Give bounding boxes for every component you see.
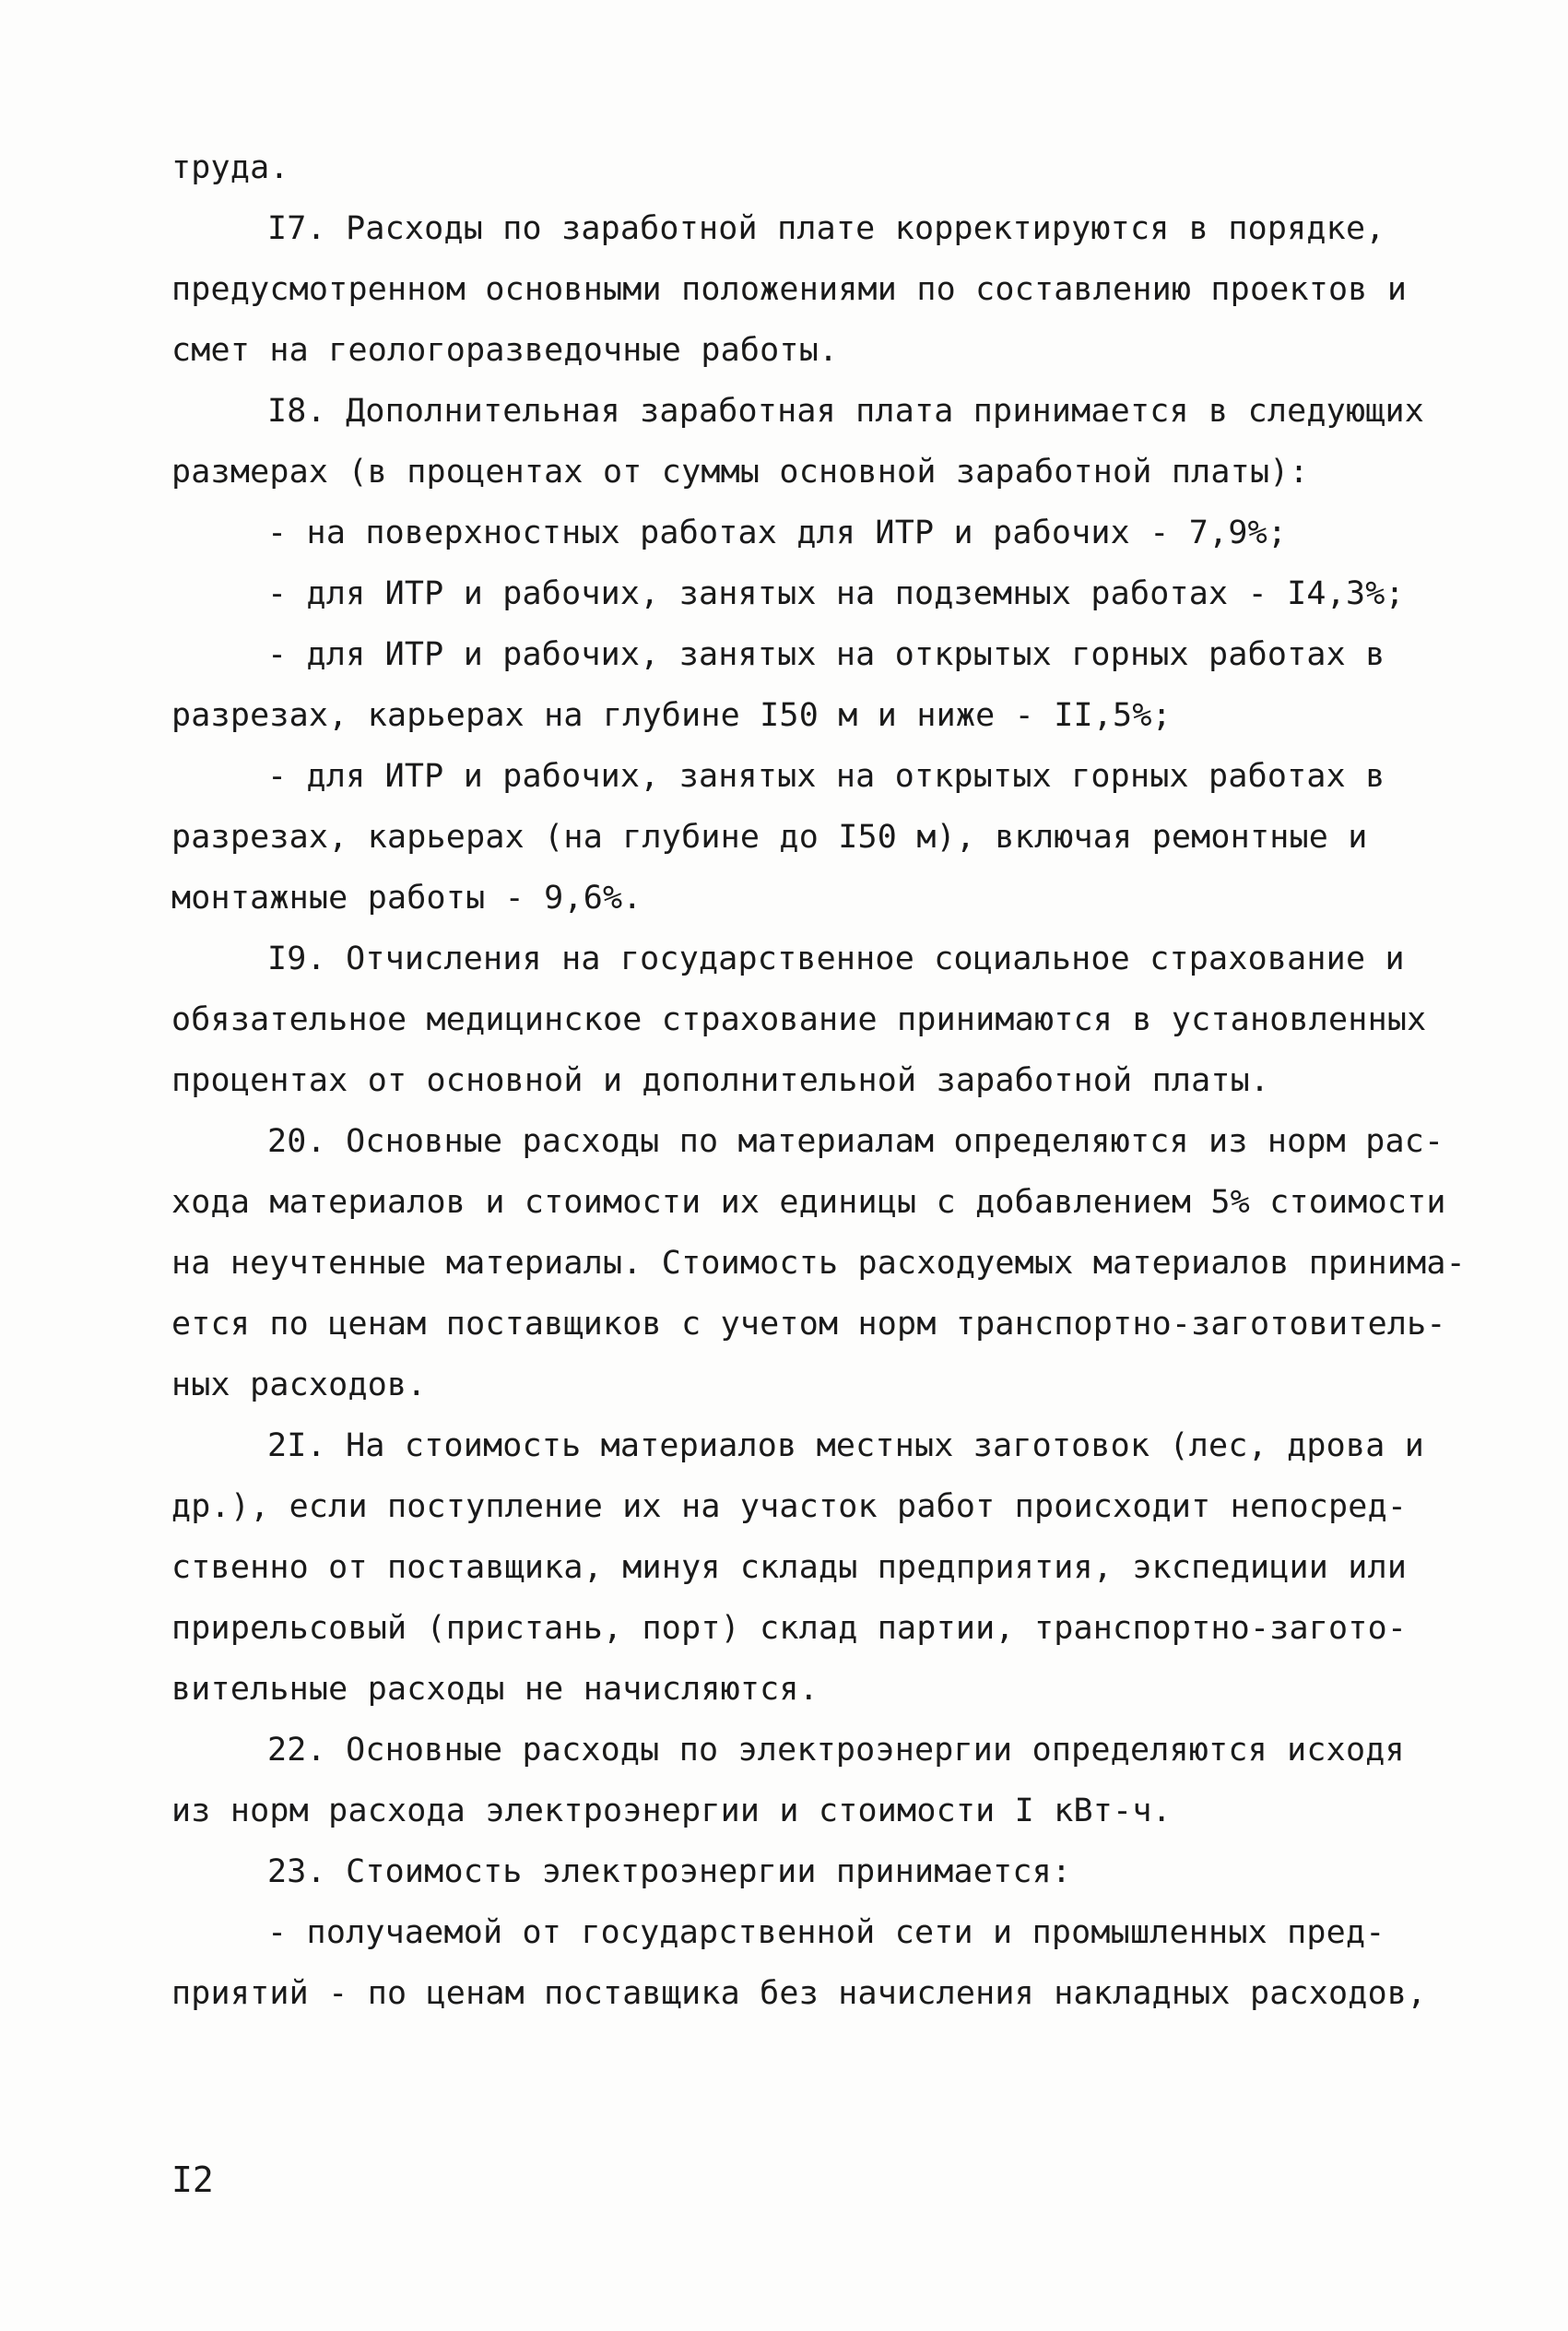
text-line: I8. Дополнительная заработная плата принимается в следующих <box>267 393 1425 430</box>
text-line: вительные расходы не начисляются. <box>171 1671 819 1708</box>
text-line: прирельсовый (пристань, порт) склад партии, транспортно-загото- <box>171 1610 1408 1647</box>
text-line: 20. Основные расходы по материалам определяются из норм рас- <box>267 1123 1444 1160</box>
text-line: 23. Стоимость электроэнергии принимается: <box>267 1853 1072 1890</box>
text-line: ственно от поставщика, минуя склады предприятия, экспедиции или <box>171 1549 1408 1586</box>
text-line: приятий - по ценам поставщика без начисления накладных расходов, <box>171 1975 1427 2012</box>
text-line: - на поверхностных работах для ИТР и рабочих - 7,9%; <box>267 515 1288 551</box>
text-line: предусмотренном основными положениями по составлению проектов и <box>171 271 1408 308</box>
text-line: ных расходов. <box>171 1367 427 1403</box>
text-line: на неучтенные материалы. Стоимость расходуемых материалов принима- <box>171 1245 1466 1282</box>
text-line: - для ИТР и рабочих, занятых на открытых горных работах в <box>267 636 1385 673</box>
text-line: др.), если поступление их на участок работ происходит непосред- <box>171 1488 1408 1525</box>
text-line: монтажные работы - 9,6%. <box>171 880 643 917</box>
text-line: разрезах, карьерах (на глубине до I50 м), включая ремонтные и <box>171 819 1368 856</box>
page-number: I2 <box>171 2159 214 2200</box>
text-line: процентах от основной и дополнительной заработной платы. <box>171 1062 1270 1099</box>
text-line: ется по ценам поставщиков с учетом норм транспортно-заготовитель- <box>171 1306 1446 1343</box>
text-line: разрезах, карьерах на глубине I50 м и ниже - II,5%; <box>171 697 1172 734</box>
text-line: труда. <box>171 149 289 186</box>
text-line: 22. Основные расходы по электроэнергии определяются исходя <box>267 1732 1405 1769</box>
text-line: - получаемой от государственной сети и промышленных пред- <box>267 1914 1385 1951</box>
text-line: смет на геологоразведочные работы. <box>171 332 839 369</box>
text-line: размерах (в процентах от суммы основной заработной платы): <box>171 454 1309 491</box>
text-line: обязательное медицинское страхование принимаются в установленных <box>171 1001 1427 1038</box>
text-line: I9. Отчисления на государственное социальное страхование и <box>267 941 1405 977</box>
text-line: из норм расхода электроэнергии и стоимости I кВт-ч. <box>171 1793 1172 1829</box>
text-line: хода материалов и стоимости их единицы с добавлением 5% стоимости <box>171 1184 1446 1221</box>
text-line: - для ИТР и рабочих, занятых на подземных работах - I4,3%; <box>267 575 1405 612</box>
text-line: I7. Расходы по заработной плате корректируются в порядке, <box>267 210 1385 247</box>
text-line: 2I. На стоимость материалов местных заготовок (лес, дрова и <box>267 1427 1425 1464</box>
text-line: - для ИТР и рабочих, занятых на открытых горных работах в <box>267 758 1385 795</box>
